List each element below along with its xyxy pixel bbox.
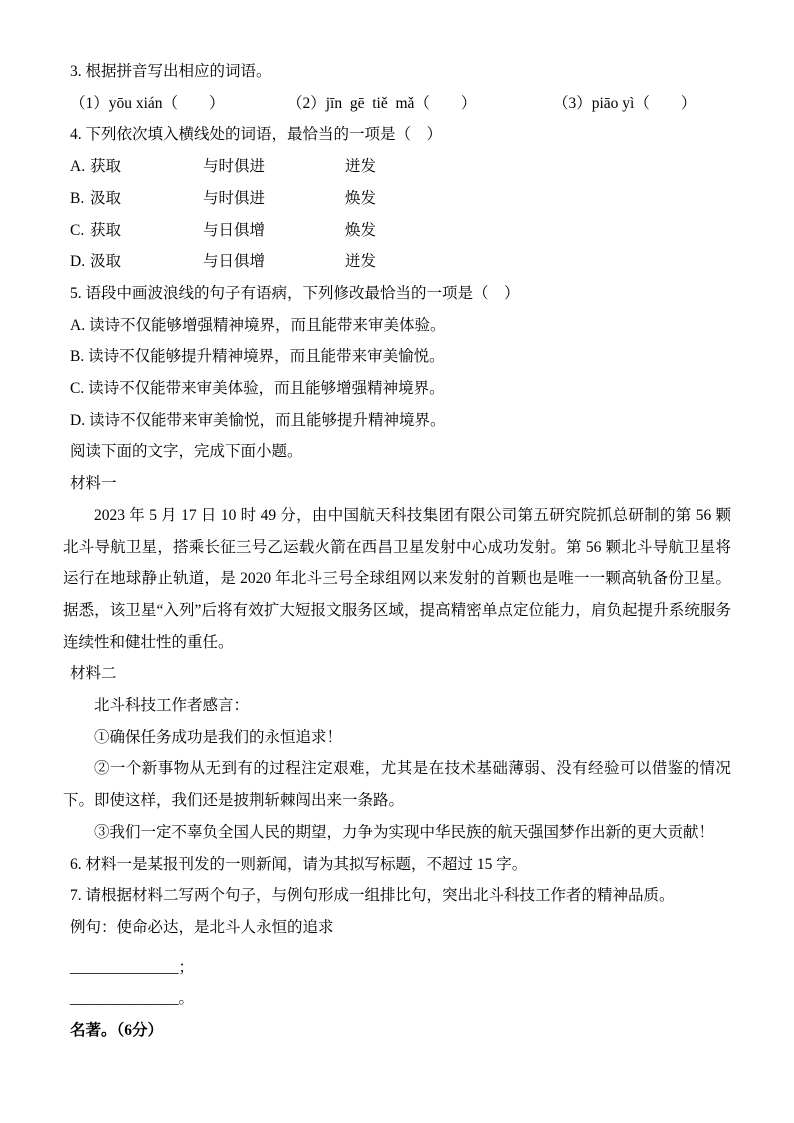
option-word-3: 迸发 [345, 158, 377, 176]
material-2-quote-1: ①确保任务成功是我们的永恒追求！ [94, 728, 343, 746]
material-2-intro: 北斗科技工作者感言： [94, 697, 250, 715]
question-3-stem: 3. 根据拼音写出相应的词语。 [70, 63, 272, 80]
option-letter: A. [70, 158, 86, 176]
option-letter: D. [70, 253, 86, 271]
question-5-option-d: D. 读诗不仅能带来审美愉悦，而且能够提升精神境界。 [70, 411, 446, 429]
question-5-option-c: C. 读诗不仅能带来审美体验，而且能够增强精神境界。 [70, 380, 445, 398]
question-5-option-a: A. 读诗不仅能够增强精神境界，而且能带来审美体验。 [70, 316, 446, 334]
answer-blank-line-2: ______________。 [70, 990, 195, 1008]
material-2-quote-2: ②一个新事物从无到有的过程注定艰难，尤其是在技术基础薄弱、没有经验可以借鉴的情况下。即使这样，我们还是披荆斩棘闯出来一条路。 [63, 760, 731, 810]
option-word-2: 与日俱增 [203, 253, 266, 271]
reading-intro: 阅读下面的文字，完成下面小题。 [70, 443, 303, 461]
pinyin-item-2: （2）jīn gē tiě mǎ（ ） [287, 94, 477, 112]
question-4-option-d [63, 246, 731, 278]
question-4-option-c [63, 215, 731, 247]
option-word-3: 迸发 [345, 253, 377, 271]
document-content [63, 56, 731, 1047]
material-1-paragraph: 2023 年 5 月 17 日 10 时 49 分，由中国航天科技集团有限公司第五研究院抓总研制的第 56 颗北斗导航卫星，搭乘长征三号乙运载火箭在西昌卫星发射中心成功发射。第 56 颗北斗导航卫星将运行在地球静止轨道，是 2020 年北斗三号全球组网以来发射的首颗也是唯一一颗高轨备份卫星。据悉，该卫星“入列”后将有效扩大短报文服务区域，提高精密单点定位能力，肩负起提升系统服务连续性和健壮性的重任。 [63, 506, 731, 651]
question-6-stem: 6. 材料一是某报刊发的一则新闻，请为其拟写标题，不超过 15 字。 [70, 855, 528, 873]
answer-blank-line-1: ______________； [70, 958, 195, 976]
question-5-option-b: B. 读诗不仅能够提升精神境界，而且能带来审美愉悦。 [70, 348, 445, 366]
pinyin-item-1: （1）yōu xián（ ） [70, 94, 225, 112]
question-4-option-b [63, 183, 731, 215]
option-word-2: 与时俱进 [203, 189, 266, 207]
material-1-label: 材料一 [70, 475, 117, 493]
option-letter: C. [70, 221, 85, 239]
question-3-pinyin-row [63, 88, 731, 120]
option-word-2: 与时俱进 [203, 158, 266, 176]
option-word-3: 焕发 [345, 189, 377, 207]
section-title-famous-works: 名著。（6分） [70, 1022, 164, 1040]
question-4-stem: 4. 下列依次填入横线处的词语，最恰当的一项是（ ） [70, 126, 443, 144]
question-4-option-a [63, 151, 731, 183]
option-word-1: 汲取 [90, 253, 122, 271]
pinyin-item-3: （3）piāo yì（ ） [553, 94, 697, 112]
option-letter: B. [70, 189, 85, 207]
question-7-example: 例句：使命必达，是北斗人永恒的追求 [70, 918, 334, 936]
option-word-1: 获取 [90, 158, 122, 176]
question-5-stem: 5. 语段中画波浪线的句子有语病，下列修改最恰当的一项是（ ） [70, 284, 520, 302]
option-word-1: 获取 [90, 221, 122, 239]
question-7-stem: 7. 请根据材料二写两个句子，与例句形成一组排比句，突出北斗科技工作者的精神品质。 [70, 887, 675, 905]
material-2-quote-3: ③我们一定不辜负全国人民的期望，力争为实现中华民族的航天强国梦作出新的更大贡献！ [94, 823, 715, 841]
material-2-label: 材料二 [70, 665, 117, 683]
option-word-1: 汲取 [90, 189, 122, 207]
option-word-2: 与日俱增 [203, 221, 266, 239]
option-word-3: 焕发 [345, 221, 377, 239]
